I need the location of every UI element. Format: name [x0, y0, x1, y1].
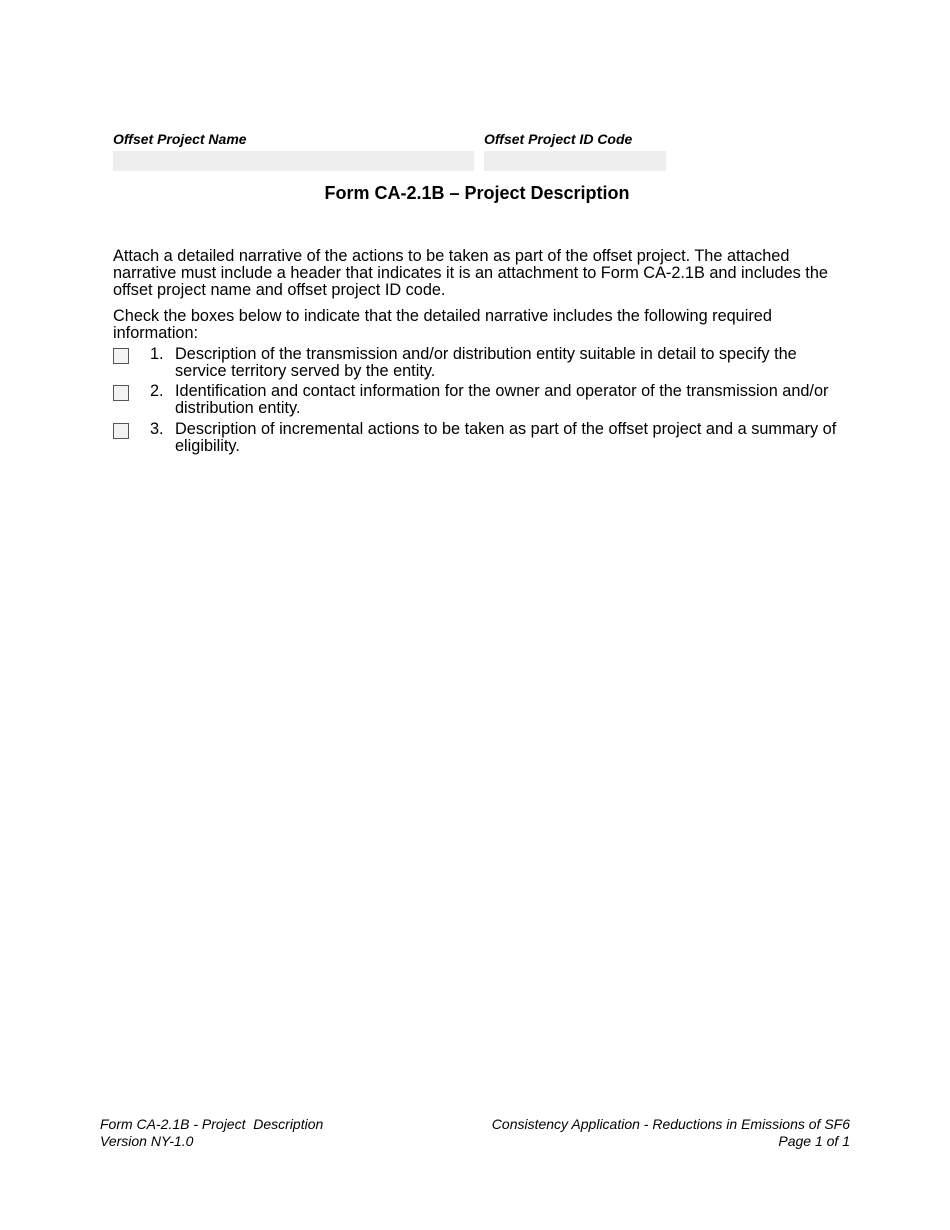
item-text: Description of the transmission and/or distribution entity suitable in detail to specify the service territory served by the entity.	[175, 345, 797, 380]
item-number: 1.	[150, 345, 164, 363]
item-number: 3.	[150, 420, 164, 438]
item-text: Description of incremental actions to be taken as part of the offset project and a summary of eligibility.	[175, 420, 837, 455]
item-3-checkbox[interactable]	[113, 423, 129, 439]
intro-paragraph: Attach a detailed narrative of the actions to be taken as part of the offset project. The attached narrative must include a header that indicates it is an attachment to Form CA-2.1B and includes the offset project name and offset project ID code.	[113, 247, 828, 299]
item-1-checkbox[interactable]	[113, 348, 129, 364]
footer-version: Version NY-1.0	[100, 1133, 194, 1149]
footer-form-name: Form CA-2.1B - Project Description	[100, 1116, 324, 1132]
instructions-paragraph: Check the boxes below to indicate that the detailed narrative includes the following required information:	[113, 307, 772, 342]
project-name-label: Offset Project Name	[113, 131, 247, 147]
footer-left	[100, 1116, 323, 1150]
form-title: Form CA-2.1B – Project Description	[324, 183, 630, 203]
footer-page: Page 1 of 1	[778, 1133, 850, 1149]
project-name-field[interactable]	[113, 151, 474, 171]
footer-application: Consistency Application - Reductions in Emissions of SF6	[491, 1116, 850, 1132]
item-number: 2.	[150, 382, 164, 400]
item-2-checkbox[interactable]	[113, 385, 129, 401]
footer-right	[492, 1116, 850, 1150]
project-id-field[interactable]	[484, 151, 666, 171]
project-id-label: Offset Project ID Code	[484, 131, 633, 147]
item-text: Identification and contact information for the owner and operator of the transmission and/or distribution entity.	[175, 382, 829, 417]
